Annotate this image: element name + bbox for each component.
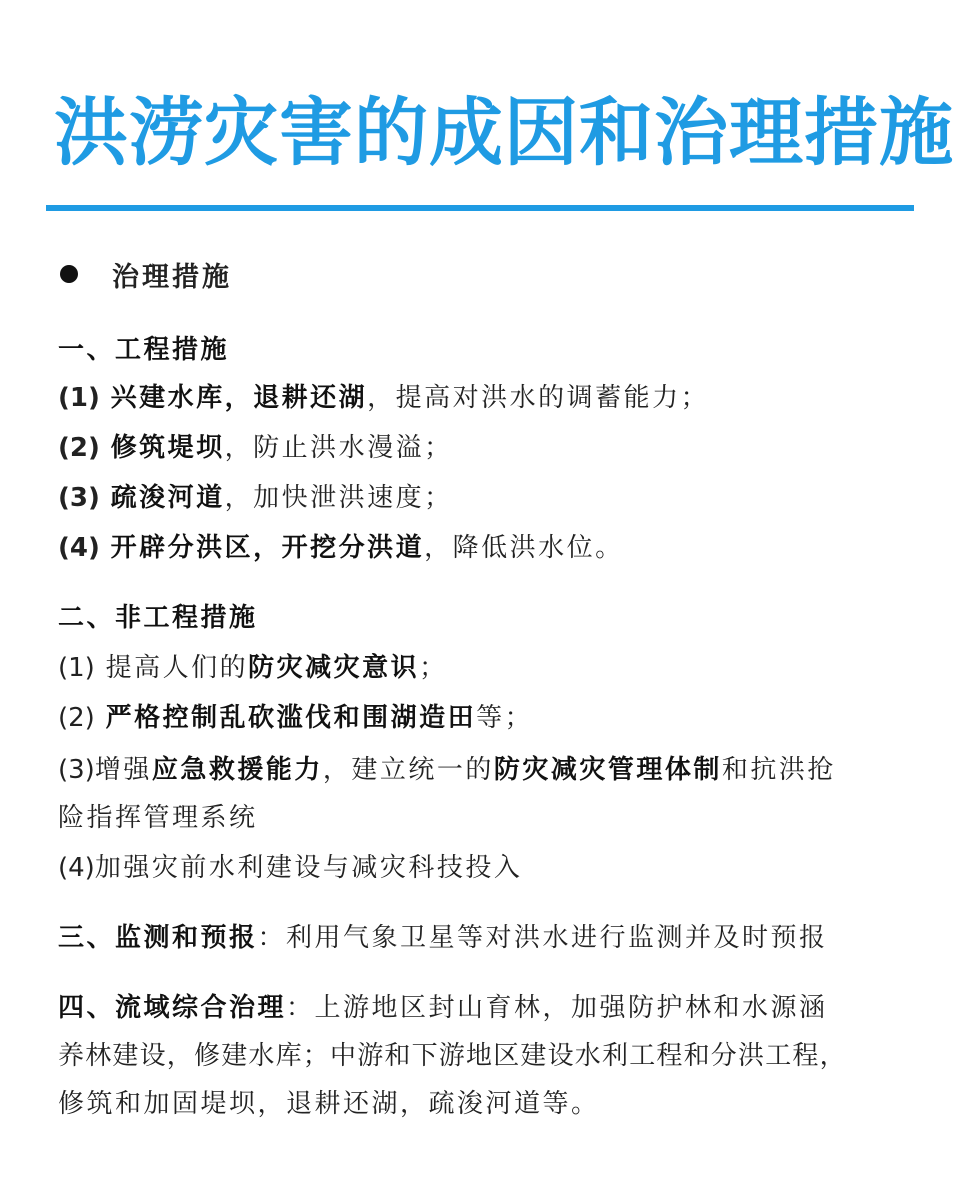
list-item: (3) 疏浚河道，加快泄洪速度； <box>58 483 453 513</box>
list-item: (1) 提高人们的防灾减灾意识； <box>58 653 448 683</box>
list-item-continuation: 险指挥管理系统 <box>58 803 258 833</box>
title-divider <box>46 205 914 211</box>
section-bullet <box>60 252 232 296</box>
bullet-dot-icon <box>60 265 78 283</box>
list-item: (4) 开辟分洪区，开挖分洪道，降低洪水位。 <box>58 533 624 563</box>
engineering-heading: 一、工程措施 <box>58 335 230 365</box>
list-item: (2) 严格控制乱砍滥伐和围湖造田等； <box>58 703 534 733</box>
monitoring-paragraph: 三、监测和预报：利用气象卫星等对洪水进行监测并及时预报 <box>58 923 828 953</box>
non-engineering-heading: 二、非工程措施 <box>58 603 258 633</box>
basin-paragraph-line: 修筑和加固堤坝，退耕还湖，疏浚河道等。 <box>58 1089 600 1119</box>
section-label: 治理措施 <box>112 261 232 293</box>
list-item: (4)加强灾前水利建设与减灾科技投入 <box>58 853 523 883</box>
page-title: 洪涝灾害的成因和治理措施 <box>54 90 954 176</box>
list-item: (3)增强应急救援能力，建立统一的防灾减灾管理体制和抗洪抢 <box>58 755 836 785</box>
basin-paragraph-line: 养林建设，修建水库；中游和下游地区建设水利工程和分洪工程， <box>58 1041 847 1071</box>
list-item: (1) 兴建水库，退耕还湖，提高对洪水的调蓄能力； <box>58 383 710 413</box>
list-item: (2) 修筑堤坝，防止洪水漫溢； <box>58 433 453 463</box>
basin-paragraph-line: 四、流域综合治理：上游地区封山育林，加强防护林和水源涵 <box>58 993 828 1023</box>
